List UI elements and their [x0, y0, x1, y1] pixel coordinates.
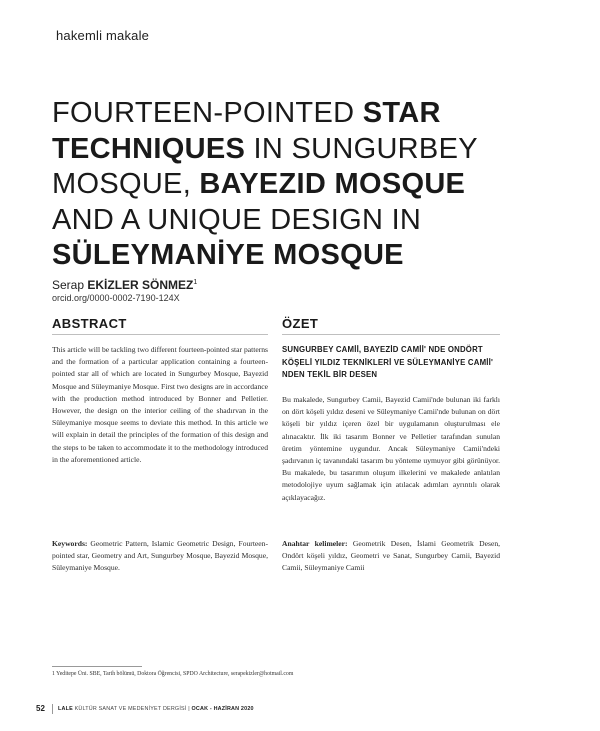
- abstract-text: This article will be tackling two different fourteen-pointed star patterns and the formation of a particular application containing a fourteen-pointed star all of which are located in Sungurbey Mosque, Bayezid Mosque and Süleymaniye Mosque. First two designs are in accordance with the production method introduced by Bonner and Pelletier. However, the design on the interior ceiling of the shadırvan in the Süleymaniye mosque seems to deviate this method. In this article we will explain in detail the principles of the formation of this design and the steps to be taken to accommodate it to the methodology introduced in the aforementioned article.: [52, 345, 268, 464]
- author-name: Serap EKİZLER SÖNMEZ$^1$: [52, 278, 198, 292]
- ozet-heading: ÖZET: [282, 316, 319, 331]
- footer-divider: [52, 704, 53, 714]
- footnote: 1 Yeditepe Üni. SBE, Tarih bölümü, Doktora Öğrencisi, SPDO Architecture, serapekizler@hotmail.com: [52, 671, 294, 677]
- ozet-divider: [282, 334, 500, 335]
- abstract-divider: [52, 334, 268, 335]
- section-label: hakemli makale: [56, 28, 150, 43]
- title-line-2: TECHNIQUES IN SUNGURBEY: [52, 132, 478, 165]
- orcid-link[interactable]: orcid.org/0000-0002-7190-124X: [52, 293, 180, 303]
- ozet-title: SUNGURBEY CAMİİ, BAYEZİD CAMİİ' NDE ONDÖRT KÖŞELİ YILDIZ TEKNİKLERİ VE SÜLEYMANİYE CAMİİ' NDEN TEKİL BİR DESEN: [282, 345, 494, 379]
- title-line-4: AND A UNIQUE DESIGN IN: [52, 203, 422, 236]
- abstract-heading: ABSTRACT: [52, 316, 127, 331]
- page-number: 52: [36, 704, 45, 713]
- title-line-3: MOSQUE, BAYEZID MOSQUE: [52, 168, 466, 200]
- author-footnote-marker: 1: [193, 279, 198, 286]
- title-line-1: FOURTEEN-POINTED STAR: [52, 97, 441, 129]
- ozet-text: Bu makalede, Sungurbey Camii, Bayezid Camii'nde bulunan iki farklı on dört köşeli yıldız deseni ve Süleymaniye Camii'nde bulunan on dört köşeli bir yıldız içeren özel bir uygulamanın oluşturulması ele alınacaktır. İlk iki tasarım Bonner ve Pelletier tarafından sunulan üretim yöntemine uygundur. Ancak Süleymaniye Camii'ndeki şadırvanın iç tavanındaki tasarım bu yönteme uymuyor gibi görünüyor. Bu makalede, bu tasarımın oluşum ilkelerini ve makalede anlatılan metodolojiye uyum sağlamak için atılacak adımları ayrıntılı olarak açıklayacağız.: [282, 395, 500, 502]
- footnote-divider: [52, 666, 142, 667]
- anahtar-kelimeler: Anahtar kelimeler: Geometrik Desen, İslami Geometrik Desen, Ondört köşeli yıldız, Geometri ve Sanat, Sungurbey Camii, Bayezid Camii, Süleymaniye Camii: [282, 539, 501, 573]
- keywords: Keywords: Geometric Pattern, Islamic Geometric Design, Fourteen-pointed star, Geometry and Art, Sungurbey Mosque, Bayezid Mosque, Süleymaniye Mosque.: [52, 539, 268, 573]
- title-line-5: SÜLEYMANİYE MOSQUE: [52, 239, 404, 271]
- journal-footer: LALE KÜLTÜR SANAT VE MEDENİYET DERGİSİ | OCAK - HAZİRAN 2020: [58, 706, 254, 712]
- article-title: [52, 96, 572, 274]
